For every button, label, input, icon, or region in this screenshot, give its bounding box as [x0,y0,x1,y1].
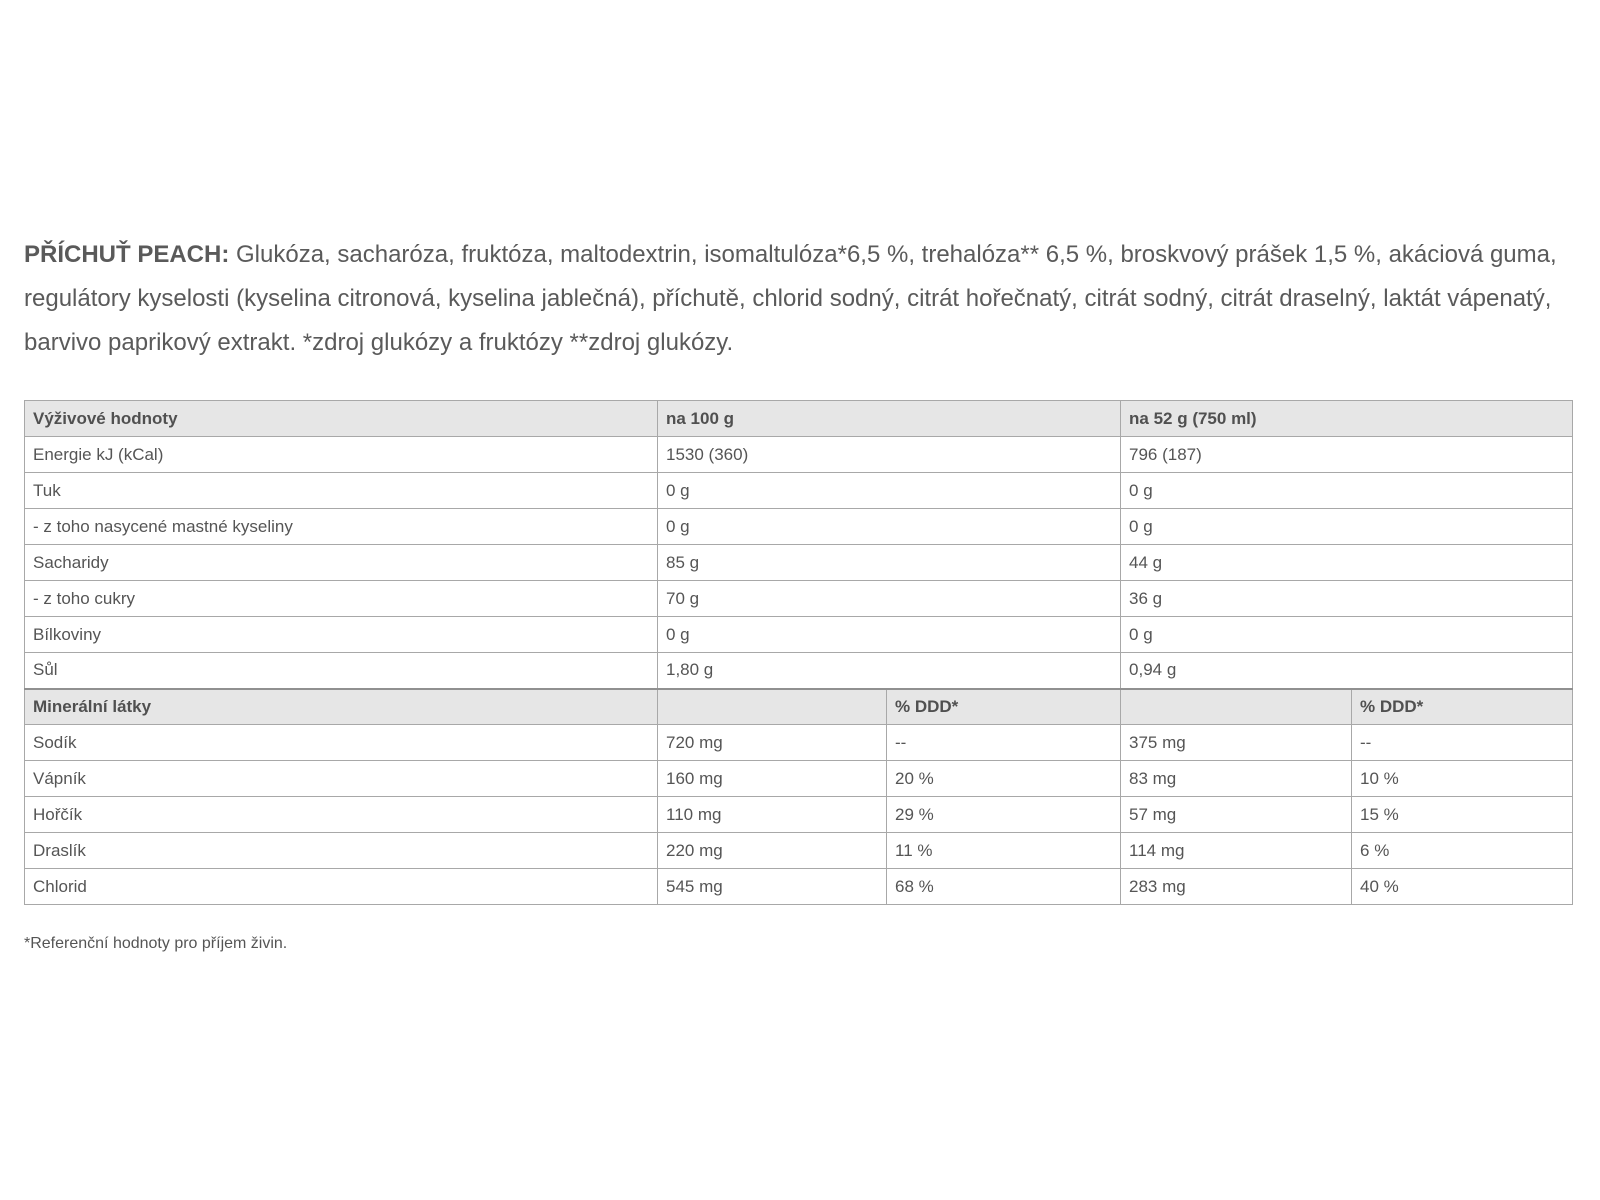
per-portion-cell: 0,94 g [1121,653,1573,689]
footnote: *Referenční hodnoty pro příjem živin. [24,935,288,952]
per-portion-cell: 0 g [1121,617,1573,653]
mineral-name-cell: Draslík [25,833,658,869]
ddd-100g-cell: -- [887,725,1121,761]
ddd-portion-cell: 10 % [1352,761,1573,797]
minerals-header-row [25,689,1573,725]
per-100g-cell: 160 mg [658,761,887,797]
per-100g-cell: 0 g [658,509,1121,545]
per-100g-cell: 220 mg [658,833,887,869]
nutrition-table [24,400,1573,905]
table-row [25,545,1573,581]
per-portion-cell: 0 g [1121,473,1573,509]
table-row [25,473,1573,509]
per-portion-cell: 83 mg [1121,761,1352,797]
table-row [25,437,1573,473]
mineral-name-cell: Chlorid [25,869,658,905]
per-portion-cell: 44 g [1121,545,1573,581]
header-cell: Výživové hodnoty [25,401,658,437]
per-100g-cell: 720 mg [658,725,887,761]
header-cell: na 52 g (750 ml) [1121,401,1573,437]
header-cell: % DDD* [1352,689,1573,725]
per-100g-cell: 0 g [658,617,1121,653]
mineral-name-cell: Sodík [25,725,658,761]
header-cell: Minerální látky [25,689,658,725]
per-100g-cell: 1530 (360) [658,437,1121,473]
ddd-100g-cell: 11 % [887,833,1121,869]
table-row [25,725,1573,761]
nutrient-name-cell: Bílkoviny [25,617,658,653]
mineral-name-cell: Hořčík [25,797,658,833]
ddd-portion-cell: 15 % [1352,797,1573,833]
header-cell: na 100 g [658,401,1121,437]
ddd-100g-cell: 68 % [887,869,1121,905]
per-portion-cell: 36 g [1121,581,1573,617]
table-row [25,797,1573,833]
header-cell [1121,689,1352,725]
table-row [25,833,1573,869]
ingredients-text: Glukóza, sacharóza, fruktóza, maltodextrin, isomaltulóza*6,5 %, trehalóza** 6,5 %, broskvový prášek 1,5 %, akáciová guma, regulátory kyselosti (kyselina citronová, kyselina jablečná), příchutě, chlorid sodný, citrát hořečnatý, citrát sodný, citrát draselný, laktát vápenatý, barvivo paprikový extrakt. *zdroj glukózy a fruktózy **zdroj glukózy. [24,241,1557,356]
per-portion-cell: 283 mg [1121,869,1352,905]
nutrient-name-cell: Energie kJ (kCal) [25,437,658,473]
ddd-portion-cell: -- [1352,725,1573,761]
per-100g-cell: 110 mg [658,797,887,833]
ddd-100g-cell: 20 % [887,761,1121,797]
per-portion-cell: 114 mg [1121,833,1352,869]
table-row [25,617,1573,653]
header-cell [658,689,887,725]
table-row [25,509,1573,545]
nutrient-name-cell: - z toho nasycené mastné kyseliny [25,509,658,545]
table-row [25,581,1573,617]
per-portion-cell: 57 mg [1121,797,1352,833]
per-portion-cell: 0 g [1121,509,1573,545]
nutrition-header-row [25,401,1573,437]
table-row [25,653,1573,689]
flavor-label: PŘÍCHUŤ PEACH: [24,241,230,268]
per-portion-cell: 796 (187) [1121,437,1573,473]
nutrition-table-body [25,401,1573,905]
table-row [25,869,1573,905]
nutrient-name-cell: - z toho cukry [25,581,658,617]
per-100g-cell: 545 mg [658,869,887,905]
nutrient-name-cell: Sacharidy [25,545,658,581]
nutrient-name-cell: Sůl [25,653,658,689]
ddd-portion-cell: 40 % [1352,869,1573,905]
nutrient-name-cell: Tuk [25,473,658,509]
per-100g-cell: 70 g [658,581,1121,617]
header-cell: % DDD* [887,689,1121,725]
ddd-portion-cell: 6 % [1352,833,1573,869]
per-portion-cell: 375 mg [1121,725,1352,761]
per-100g-cell: 1,80 g [658,653,1121,689]
ingredients-paragraph [24,233,1584,365]
per-100g-cell: 0 g [658,473,1121,509]
table-row [25,761,1573,797]
ddd-100g-cell: 29 % [887,797,1121,833]
mineral-name-cell: Vápník [25,761,658,797]
per-100g-cell: 85 g [658,545,1121,581]
